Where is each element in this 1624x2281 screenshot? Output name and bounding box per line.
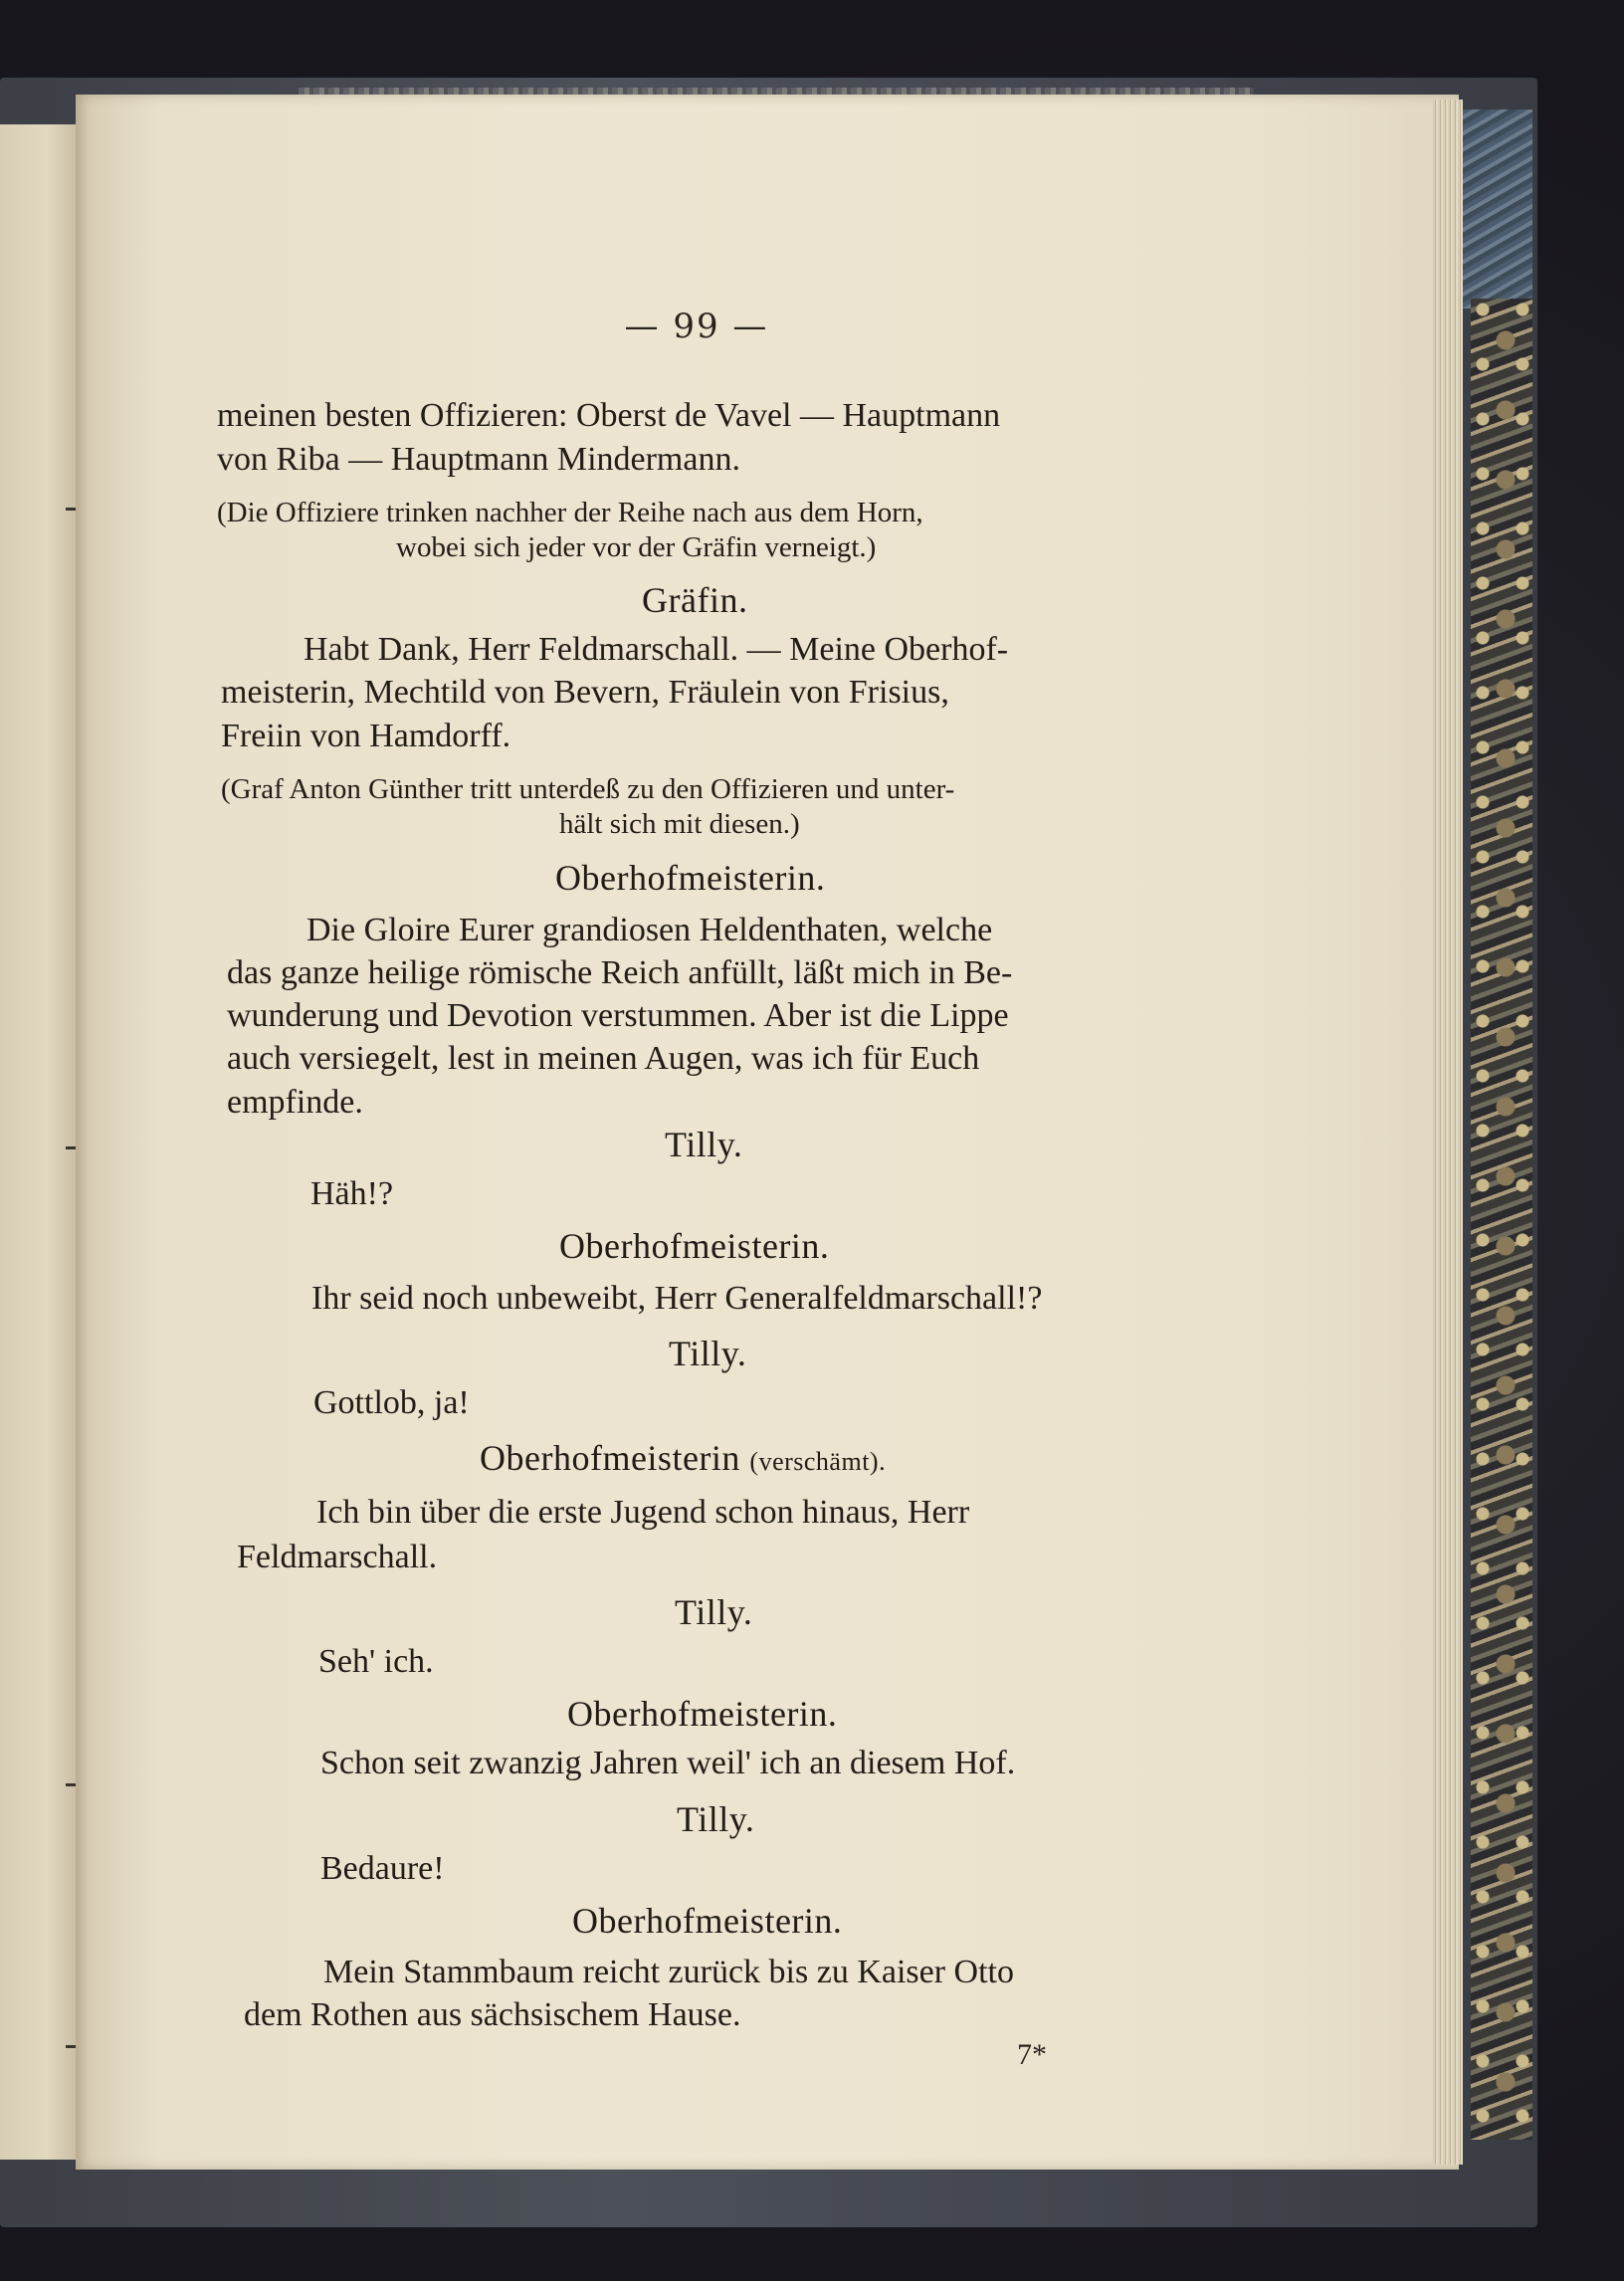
text-line: Ich bin über die erste Jugend schon hinaus, Herr	[316, 1494, 970, 1531]
text-line: Freiin von Hamdorff.	[221, 718, 511, 754]
cover-cloth	[1463, 109, 1532, 309]
speaker-name: Oberhofmeisterin.	[572, 1901, 843, 1941]
text-line: Mein Stammbaum reicht zurück bis zu Kaiser Otto	[323, 1954, 1014, 1990]
stage-direction: (verschämt).	[749, 1447, 887, 1476]
text-line: Bedaure!	[320, 1850, 445, 1887]
speaker-name: Oberhofmeisterin.	[559, 1226, 830, 1266]
speaker-name: Oberhofmeisterin.	[567, 1694, 838, 1734]
text-line: Feldmarschall.	[237, 1539, 438, 1575]
signature-mark: 7*	[1017, 2038, 1047, 2071]
left-facing-page	[0, 124, 80, 2160]
text-line: empfinde.	[227, 1084, 363, 1121]
text-line: Schon seit zwanzig Jahren weil' ich an diesem Hof.	[320, 1745, 1016, 1781]
stage-direction: (Die Offiziere trinken nachher der Reihe nach aus dem Horn,	[217, 497, 923, 528]
speaker-name: Tilly.	[675, 1592, 753, 1632]
text-line: meisterin, Mechtild von Bevern, Fräulein von Frisius,	[221, 674, 949, 711]
speaker-name: Tilly.	[665, 1125, 743, 1164]
text-line: von Riba — Hauptmann Mindermann.	[217, 441, 740, 478]
marbled-cover-edge	[1471, 299, 1532, 2140]
text-line: Habt Dank, Herr Feldmarschall. — Meine Oberhof-	[304, 631, 1009, 668]
text-line: Die Gloire Eurer grandiosen Heldenthaten, welche	[306, 912, 993, 948]
text-line: Gottlob, ja!	[313, 1384, 470, 1421]
text-line: meinen besten Offizieren: Oberst de Vavel — Hauptmann	[217, 397, 1001, 434]
text-line: dem Rothen aus sächsischem Hause.	[244, 1996, 741, 2033]
speaker-name: Tilly.	[677, 1799, 755, 1839]
speaker-name: Gräfin.	[642, 580, 748, 620]
page-number: — 99 —	[624, 307, 769, 346]
page-edges	[1433, 100, 1463, 2165]
stage-direction: (Graf Anton Günther tritt unterdeß zu den Offizieren und unter-	[221, 773, 955, 805]
stage-direction: wobei sich jeder vor der Gräfin verneigt.)	[396, 531, 877, 563]
text-line: wunderung und Devotion verstummen. Aber ist die Lippe	[227, 997, 1009, 1034]
text-line: Häh!?	[310, 1175, 394, 1212]
speaker-name	[480, 1438, 886, 1482]
stage-direction: hält sich mit diesen.)	[559, 808, 800, 840]
text-line: das ganze heilige römische Reich anfüllt, läßt mich in Be-	[227, 954, 1013, 991]
speaker-name: Oberhofmeisterin.	[555, 858, 826, 898]
speaker-label: Oberhofmeisterin	[480, 1438, 740, 1478]
speaker-name: Tilly.	[669, 1334, 747, 1373]
text-line: auch versiegelt, lest in meinen Augen, was ich für Euch	[227, 1040, 980, 1077]
text-line: Ihr seid noch unbeweibt, Herr Generalfeldmarschall!?	[311, 1280, 1043, 1317]
text-line: Seh' ich.	[318, 1643, 434, 1680]
